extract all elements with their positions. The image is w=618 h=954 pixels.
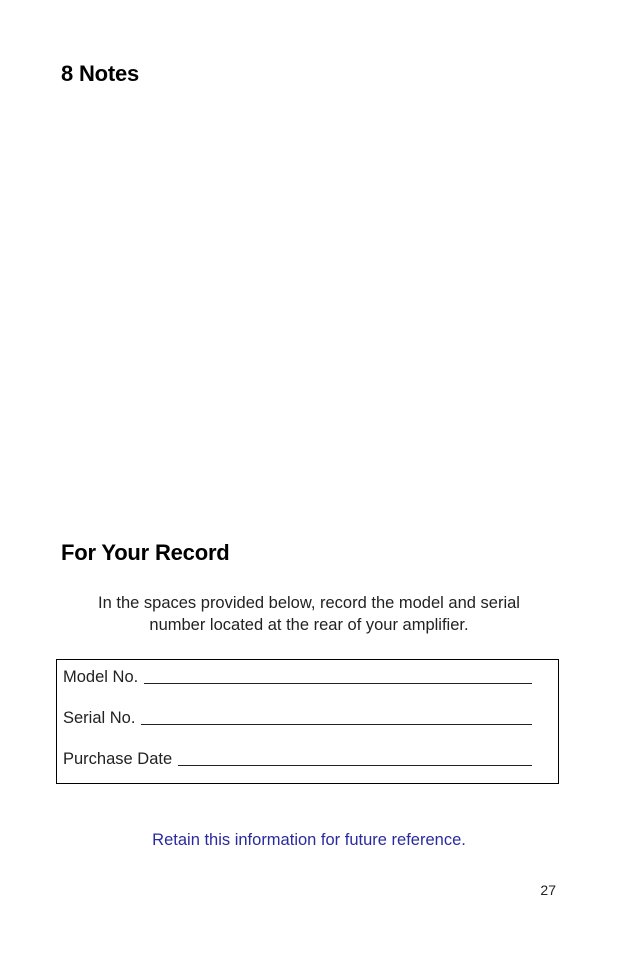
model-number-label: Model No.	[63, 668, 139, 686]
model-number-row	[63, 668, 532, 686]
retain-note: Retain this information for future reference.	[152, 831, 466, 849]
purchase-date-label: Purchase Date	[63, 750, 173, 768]
record-instructions	[61, 592, 557, 636]
serial-number-label: Serial No.	[63, 709, 136, 727]
serial-number-row	[63, 709, 532, 727]
for-your-record-heading: For Your Record	[61, 540, 230, 565]
record-form-box	[56, 659, 559, 784]
page-number: 27	[540, 882, 556, 898]
purchase-date-row	[63, 750, 532, 768]
record-instructions-line-1: In the spaces provided below, record the model and serial	[98, 594, 520, 612]
record-instructions-line-2: number located at the rear of your amplifier.	[149, 616, 469, 634]
notes-heading: 8 Notes	[61, 61, 140, 86]
serial-number-field[interactable]	[141, 710, 532, 725]
model-number-field[interactable]	[144, 669, 532, 684]
purchase-date-field[interactable]	[178, 751, 532, 766]
